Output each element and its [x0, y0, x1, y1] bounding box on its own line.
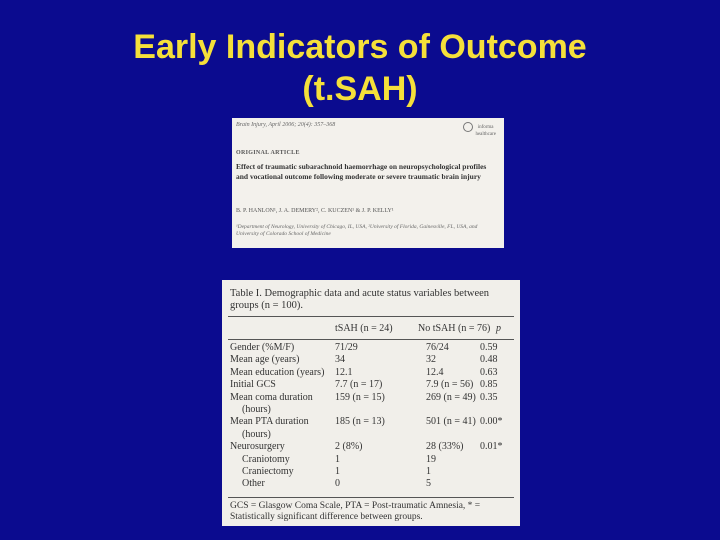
table-cell-no-tsah: 19: [426, 453, 436, 465]
table-row: [228, 441, 514, 454]
table-row: [228, 404, 514, 417]
table-cell-no-tsah: 501 (n = 41): [426, 416, 476, 428]
slide-title-line2: (t.SAH): [302, 70, 418, 108]
table-row: [228, 379, 514, 392]
table-cell-p: 0.35: [480, 391, 498, 403]
table-cell-no-tsah: 28 (33%): [426, 441, 464, 453]
table-cell-tsah: 0: [335, 478, 340, 490]
publisher-logo-line2: healthcare: [475, 132, 496, 137]
table-caption: Table I. Demographic data and acute status variables between groups (n = 100).: [230, 288, 490, 311]
table-cell-no-tsah: 76/24: [426, 342, 449, 353]
table-cell-label: Craniectomy: [242, 466, 294, 477]
article-kind: ORIGINAL ARTICLE: [236, 150, 300, 156]
table-row: [228, 478, 514, 491]
table-row: [228, 367, 514, 380]
demographics-table: [222, 280, 520, 526]
article-affiliation: ¹Department of Neurology, University of Chicago, IL, USA, ²University of Florida, Gainesville, FL, USA, and University of Colorado School of Medicine: [236, 224, 478, 237]
table-cell-no-tsah: 1: [426, 466, 431, 477]
table-cell-tsah: 1: [335, 466, 340, 477]
article-title: Effect of traumatic subarachnoid haemorrhage on neuropsychological profiles and vocational outcome following moderate or severe traumatic brain injury: [236, 162, 487, 181]
table-row: [228, 429, 514, 442]
table-cell-label: Initial GCS: [230, 379, 276, 391]
table-cell-p: 0.01*: [480, 441, 503, 453]
table-cell-label: Mean age (years): [230, 354, 300, 366]
slide-title: [0, 26, 720, 110]
table-top-rule: [228, 316, 514, 317]
table-cell-p: 0.00*: [480, 416, 503, 428]
table-row: [228, 416, 514, 429]
table-cell-no-tsah: 32: [426, 354, 436, 366]
table-cell-tsah: 12.1: [335, 366, 353, 378]
table-cell-no-tsah: 7.9 (n = 56): [426, 379, 474, 391]
table-header-tsah: tSAH (n = 24): [335, 323, 393, 334]
table-cell-label: Gender (%M/F): [230, 342, 295, 353]
table-cell-no-tsah: 12.4: [426, 366, 444, 378]
publisher-logo-line1: informa: [477, 125, 494, 131]
table-cell-tsah: 34: [335, 354, 345, 366]
slide-title-line1: Early Indicators of Outcome: [133, 28, 587, 66]
table-cell-label: (hours): [242, 404, 271, 415]
table-cell-label: (hours): [242, 428, 271, 440]
table-cell-tsah: 71/29: [335, 342, 358, 353]
table-cell-label: Mean coma duration: [230, 391, 313, 403]
table-bottom-rule: [228, 497, 514, 498]
table-row: [228, 392, 514, 405]
article-clipping: [232, 118, 504, 248]
table-cell-label: Other: [242, 478, 265, 490]
table-cell-label: Neurosurgery: [230, 441, 285, 453]
table-footnote: GCS = Glasgow Coma Scale, PTA = Post-traumatic Amnesia, * = Statistically significant difference between groups.: [230, 501, 481, 522]
table-header-no-tsah: No tSAH (n = 76): [418, 323, 491, 334]
table-cell-p: 0.59: [480, 342, 498, 353]
table-row: [228, 342, 514, 355]
table-cell-label: Mean PTA duration: [230, 416, 309, 428]
table-cell-no-tsah: 269 (n = 49): [426, 391, 476, 403]
table-cell-tsah: 2 (8%): [335, 441, 363, 453]
table-cell-label: Craniotomy: [242, 453, 290, 465]
table-header-rule: [228, 339, 514, 340]
table-header-p: p: [496, 323, 501, 334]
table-cell-p: 0.48: [480, 354, 498, 366]
table-cell-p: 0.63: [480, 366, 498, 378]
publisher-logo-icon: [463, 122, 473, 132]
table-row: [228, 354, 514, 367]
table-cell-tsah: 1: [335, 453, 340, 465]
journal-citation: Brain Injury, April 2006; 20(4): 357–368: [236, 122, 336, 128]
table-row: [228, 454, 514, 467]
table-row: [228, 466, 514, 479]
article-authors: B. P. HANLON¹, J. A. DEMERY², C. KUCZEN¹ & J. P. KELLY¹: [236, 208, 394, 214]
table-cell-p: 0.85: [480, 379, 498, 391]
table-cell-tsah: 185 (n = 13): [335, 416, 385, 428]
table-cell-tsah: 7.7 (n = 17): [335, 379, 383, 391]
table-cell-label: Mean education (years): [230, 366, 325, 378]
table-cell-tsah: 159 (n = 15): [335, 391, 385, 403]
table-cell-no-tsah: 5: [426, 478, 431, 490]
publisher-logo: [463, 122, 496, 138]
